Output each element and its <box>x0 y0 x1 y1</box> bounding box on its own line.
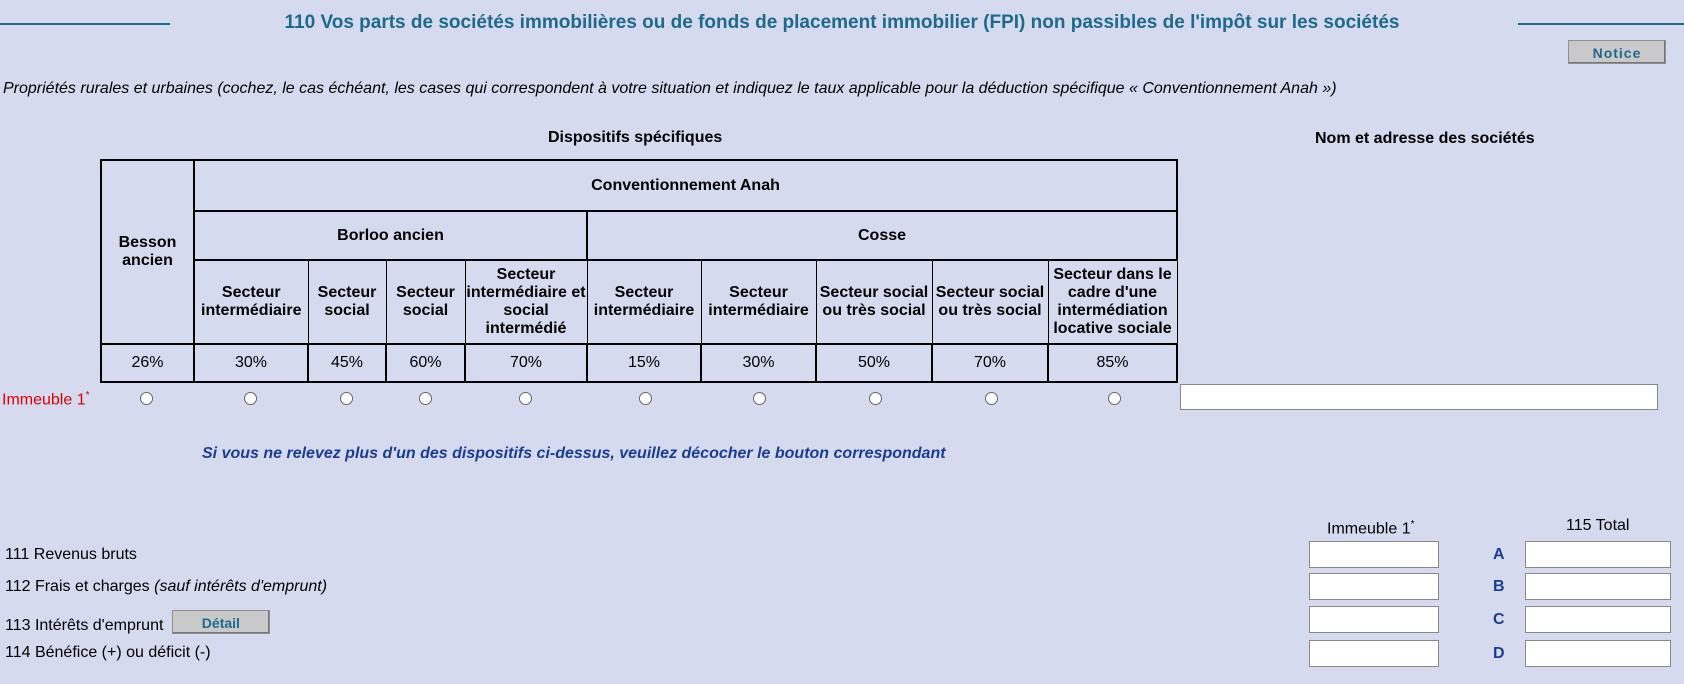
sector-header: Secteur intermédiaire <box>194 260 308 344</box>
radio-cosse-50[interactable] <box>869 392 882 405</box>
line-letter-a: A <box>1493 546 1505 563</box>
info-message: Si vous ne relevez plus d'un des dispositifs ci-dessus, veuillez décocher le bouton correspondant <box>202 445 946 462</box>
rate-cell: 30% <box>701 344 816 382</box>
sector-header: Secteur intermédiaire <box>701 260 816 344</box>
frais-charges-input[interactable] <box>1309 573 1439 600</box>
notice-button[interactable]: Notice <box>1568 40 1666 64</box>
sector-header: Secteur social ou très social <box>932 260 1048 344</box>
immeuble-label-text: Immeuble 1 <box>2 391 86 409</box>
societes-heading: Nom et adresse des sociétés <box>1315 130 1535 147</box>
rate-cell: 70% <box>932 344 1048 382</box>
benefice-deficit-label <box>5 644 211 662</box>
sector-header: Secteur intermédiaire <box>587 260 701 344</box>
sector-header: Secteur social <box>308 260 386 344</box>
line-letter-c: C <box>1493 611 1505 628</box>
required-mark: * <box>85 390 90 401</box>
rate-cell: 60% <box>386 344 465 382</box>
conventionnement-header: Conventionnement Anah <box>194 160 1177 211</box>
sector-header: Secteur social ou très social <box>816 260 932 344</box>
total-interets-input[interactable] <box>1525 606 1671 633</box>
total-benefice-input[interactable] <box>1525 640 1671 667</box>
radio-borloo-45[interactable] <box>340 392 353 405</box>
sector-header: Secteur social <box>386 260 465 344</box>
total-revenus-input[interactable] <box>1525 541 1671 568</box>
cosse-header: Cosse <box>587 211 1177 260</box>
societes-address-input[interactable] <box>1180 384 1658 410</box>
rate-cell: 70% <box>465 344 587 382</box>
radio-cosse-70[interactable] <box>985 392 998 405</box>
revenus-bruts-label <box>5 546 137 564</box>
dispositifs-heading: Dispositifs spécifiques <box>548 129 723 146</box>
rate-cell: 85% <box>1048 344 1177 382</box>
total-frais-input[interactable] <box>1525 573 1671 600</box>
interets-emprunt-input[interactable] <box>1309 606 1439 633</box>
benefice-deficit-input[interactable] <box>1309 640 1439 667</box>
line-label-text: 113 Intérêts d'emprunt <box>5 617 164 635</box>
rate-cell: 45% <box>308 344 386 382</box>
line-letter-b: B <box>1493 578 1505 595</box>
revenus-bruts-input[interactable] <box>1309 541 1439 568</box>
radio-besson-26[interactable] <box>140 392 153 405</box>
radio-cosse-15[interactable] <box>639 392 652 405</box>
besson-header: Besson ancien <box>101 160 194 344</box>
intro-text: Propriétés rurales et urbaines (cochez, le cas échéant, les cases qui correspondent à votre situation et indiquez le taux applicable pour la déduction spécifique « Conventionnement Anah ») <box>3 80 1337 97</box>
sector-header: Secteur dans le cadre d'une intermédiation locative sociale <box>1048 260 1177 344</box>
line-label-text: 112 Frais et charges <box>5 578 150 595</box>
total-column-header: 115 Total <box>1566 517 1630 534</box>
detail-button[interactable]: Détail <box>172 610 270 634</box>
section-title: 110 Vos parts de sociétés immobilières ou de fonds de placement immobilier (FPI) non passibles de l'impôt sur les sociétés <box>284 12 1400 33</box>
rate-cell: 30% <box>194 344 308 382</box>
rate-cell: 26% <box>101 344 194 382</box>
line-label-text: 111 Revenus bruts <box>5 546 137 563</box>
line-note: (sauf intérêts d'emprunt) <box>154 578 328 595</box>
immeuble-label <box>2 390 90 409</box>
borloo-header: Borloo ancien <box>194 211 587 260</box>
radio-borloo-60[interactable] <box>419 392 432 405</box>
immeuble-column-text: Immeuble 1 <box>1327 520 1411 538</box>
line-label-text: 114 Bénéfice (+) ou déficit (-) <box>5 644 211 661</box>
dispositifs-table <box>100 159 1178 383</box>
immeuble-column-header <box>1327 519 1415 538</box>
line-letter-d: D <box>1493 645 1505 662</box>
radio-borloo-70[interactable] <box>519 392 532 405</box>
required-mark: * <box>1410 519 1415 530</box>
frais-charges-label <box>5 578 327 596</box>
interets-emprunt-label <box>5 614 270 638</box>
rate-cell: 15% <box>587 344 701 382</box>
radio-cosse-30[interactable] <box>753 392 766 405</box>
rate-cell: 50% <box>816 344 932 382</box>
sector-header: Secteur intermédiaire et social intermédié <box>465 260 587 344</box>
radio-cosse-85[interactable] <box>1108 392 1121 405</box>
radio-borloo-30[interactable] <box>244 392 257 405</box>
